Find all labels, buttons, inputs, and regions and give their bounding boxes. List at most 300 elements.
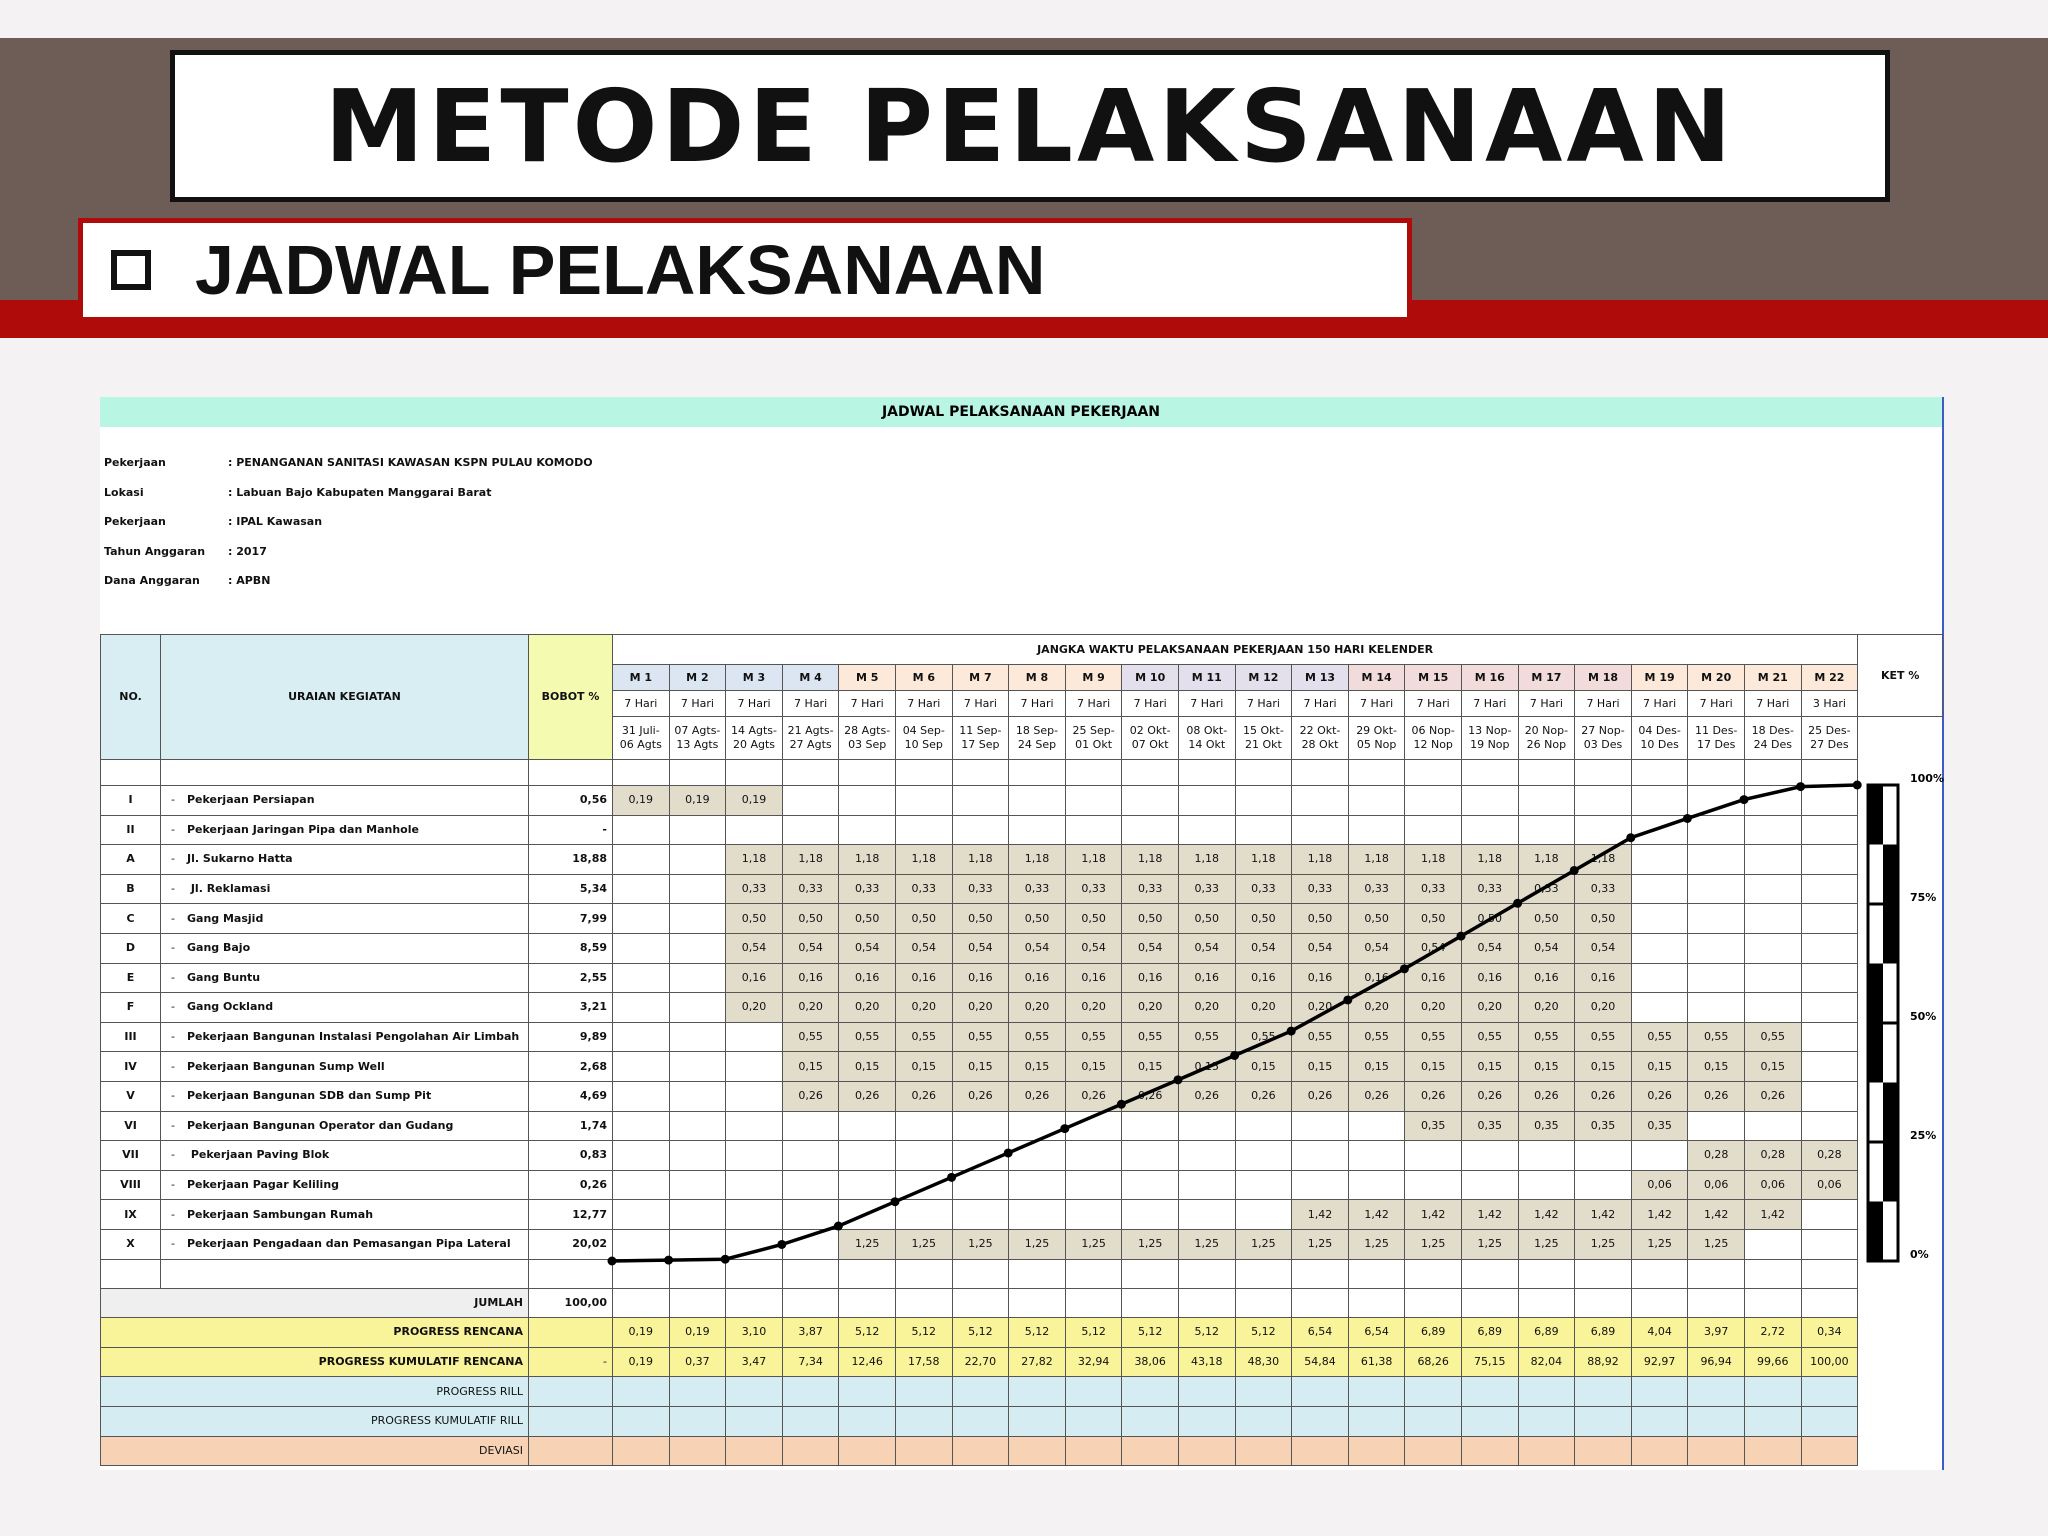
- s-curve-line: [612, 785, 1857, 1261]
- schedule-value: 0,35: [1574, 1111, 1632, 1142]
- activity-bobot: 12,77: [528, 1199, 613, 1230]
- schedule-value: 0,28: [1687, 1140, 1745, 1171]
- activity-bobot: 0,26: [528, 1170, 613, 1201]
- row-number: III: [100, 1022, 161, 1053]
- schedule-value: 0,26: [1121, 1081, 1179, 1112]
- schedule-value: 0,55: [952, 1022, 1010, 1053]
- schedule-value: 0,33: [895, 874, 953, 905]
- activity-label: Jl. Reklamasi: [187, 882, 271, 896]
- jumlah-label: JUMLAH: [100, 1288, 529, 1319]
- week-dates: 15 Okt-21 Okt: [1235, 716, 1293, 760]
- schedule-value: 0,15: [895, 1051, 953, 1082]
- schedule-value: 0,16: [1348, 963, 1406, 994]
- week-dates: 04 Des-10 Des: [1631, 716, 1689, 760]
- row-number: VIII: [100, 1170, 161, 1201]
- progress-rencana-value: 5,12: [1178, 1317, 1236, 1348]
- schedule-value: 1,18: [952, 844, 1010, 875]
- schedule-value: 1,42: [1461, 1199, 1519, 1230]
- info-value: : Labuan Bajo Kabupaten Manggarai Barat: [228, 485, 492, 499]
- dash-marker: -: [171, 970, 175, 984]
- activity-label: Jl. Sukarno Hatta: [187, 852, 293, 866]
- week-header: M 15: [1404, 664, 1462, 691]
- progress-rencana-value: 3,97: [1687, 1317, 1745, 1348]
- s-curve-point: [1626, 833, 1635, 842]
- week-duration: 7 Hari: [1744, 690, 1802, 717]
- info-label: Dana Anggaran: [104, 574, 200, 587]
- row-number: A: [100, 844, 161, 875]
- progress-rencana-value: 0,19: [612, 1317, 670, 1348]
- schedule-value: 0,50: [838, 903, 896, 934]
- dash-marker: -: [171, 1030, 175, 1044]
- schedule-value: 0,20: [1065, 992, 1123, 1023]
- week-duration: 3 Hari: [1801, 690, 1859, 717]
- activity-label: Pekerjaan Bangunan Operator dan Gudang: [187, 1118, 454, 1132]
- activity-bobot: 2,68: [528, 1051, 613, 1082]
- schedule-value: 0,16: [952, 963, 1010, 994]
- schedule-value: 0,16: [1178, 963, 1236, 994]
- activity-label: Gang Bajo: [187, 941, 251, 955]
- week-header: M 5: [838, 664, 896, 691]
- square-checkbox-icon: [111, 250, 151, 290]
- activity-bobot: 5,34: [528, 874, 613, 905]
- progress-kumulatif-value: 75,15: [1461, 1347, 1519, 1378]
- schedule-value: 0,33: [1121, 874, 1179, 905]
- schedule-value: 0,26: [1404, 1081, 1462, 1112]
- week-dates: 18 Des-24 Des: [1744, 716, 1802, 760]
- schedule-value: 0,33: [782, 874, 840, 905]
- dash-marker: -: [171, 1178, 175, 1192]
- s-curve-point: [1174, 1075, 1183, 1084]
- dash-marker: -: [171, 882, 175, 896]
- schedule-value: 0,15: [782, 1051, 840, 1082]
- week-header: M 6: [895, 664, 953, 691]
- schedule-value: 0,16: [1518, 963, 1576, 994]
- schedule-value: 0,15: [1065, 1051, 1123, 1082]
- week-duration: 7 Hari: [782, 690, 840, 717]
- week-dates: 21 Agts-27 Agts: [782, 716, 840, 760]
- row-number: IX: [100, 1199, 161, 1230]
- s-curve-point: [1740, 795, 1749, 804]
- week-duration: 7 Hari: [1008, 690, 1066, 717]
- schedule-value: 1,25: [1178, 1229, 1236, 1260]
- schedule-value: 1,42: [1631, 1199, 1689, 1230]
- activity-bobot: 8,59: [528, 933, 613, 964]
- dash-marker: -: [171, 793, 175, 807]
- activity-label: Pekerjaan Pengadaan dan Pemasangan Pipa Lateral: [187, 1237, 511, 1251]
- schedule-value: 0,15: [1518, 1051, 1576, 1082]
- progress-rencana-value: 3,10: [725, 1317, 783, 1348]
- schedule-value: 0,55: [1121, 1022, 1179, 1053]
- schedule-value: 0,35: [1631, 1111, 1689, 1142]
- info-label: Tahun Anggaran: [104, 544, 206, 558]
- week-header: M 20: [1687, 664, 1745, 691]
- schedule-value: 0,19: [612, 785, 670, 816]
- schedule-value: 0,16: [1404, 963, 1462, 994]
- schedule-value: 1,42: [1404, 1199, 1462, 1230]
- activity-label: Pekerjaan Pagar Keliling: [187, 1178, 340, 1192]
- activity-bobot: 9,89: [528, 1022, 613, 1053]
- schedule-value: 1,25: [1065, 1229, 1123, 1260]
- schedule-value: 0,55: [1744, 1022, 1802, 1053]
- schedule-value: 0,33: [1518, 874, 1576, 905]
- schedule-value: 0,55: [1518, 1022, 1576, 1053]
- schedule-value: 0,15: [1744, 1051, 1802, 1082]
- page-title: METODE PELAKSANAAN: [324, 67, 1736, 185]
- week-duration: 7 Hari: [1178, 690, 1236, 717]
- schedule-value: 1,42: [1348, 1199, 1406, 1230]
- info-label: Pekerjaan: [104, 456, 166, 469]
- s-curve-point: [1796, 782, 1805, 791]
- row-number: I: [100, 785, 161, 816]
- week-dates: 18 Sep-24 Sep: [1008, 716, 1066, 760]
- row-number: IV: [100, 1051, 161, 1082]
- week-duration: 7 Hari: [1687, 690, 1745, 717]
- dash-marker: -: [171, 1148, 175, 1162]
- schedule-value: 0,55: [1348, 1022, 1406, 1053]
- schedule-value: 0,54: [838, 933, 896, 964]
- activity-label: Gang Masjid: [187, 911, 264, 925]
- week-header: M 2: [669, 664, 727, 691]
- schedule-value: 0,20: [1461, 992, 1519, 1023]
- col-header-no: NO.: [100, 634, 161, 760]
- col-header-ket: KET %: [1857, 634, 1943, 717]
- scale-block: [1868, 964, 1883, 1024]
- jumlah-value: 100,00: [528, 1288, 613, 1319]
- week-dates: 07 Agts-13 Agts: [669, 716, 727, 760]
- schedule-value: 0,15: [1461, 1051, 1519, 1082]
- s-curve-point: [834, 1222, 843, 1231]
- row-number: X: [100, 1229, 161, 1260]
- s-curve-point: [721, 1255, 730, 1264]
- schedule-value: 1,25: [1461, 1229, 1519, 1260]
- progress-rencana-value: 6,89: [1404, 1317, 1462, 1348]
- week-dates: 27 Nop-03 Des: [1574, 716, 1632, 760]
- schedule-value: 0,54: [1461, 933, 1519, 964]
- s-curve-point: [777, 1240, 786, 1249]
- col-header-jangka: JANGKA WAKTU PELAKSANAAN PEKERJAAN 150 HARI KELENDER: [612, 634, 1858, 665]
- schedule-value: 0,50: [1348, 903, 1406, 934]
- progress-kumulatif-bobot: -: [528, 1347, 613, 1378]
- week-duration: 7 Hari: [1404, 690, 1462, 717]
- schedule-value: 0,20: [1121, 992, 1179, 1023]
- col-header-bobot: BOBOT %: [528, 634, 613, 760]
- schedule-value: 1,42: [1574, 1199, 1632, 1230]
- progress-rencana-value: 6,54: [1348, 1317, 1406, 1348]
- col-header-uraian: URAIAN KEGIATAN: [160, 634, 529, 760]
- schedule-value: 0,16: [725, 963, 783, 994]
- progress-rencana-value: 5,12: [952, 1317, 1010, 1348]
- schedule-value: 1,18: [838, 844, 896, 875]
- progress-rencana-value: 5,12: [838, 1317, 896, 1348]
- week-dates: 04 Sep-10 Sep: [895, 716, 953, 760]
- row-number: B: [100, 874, 161, 905]
- schedule-value: 1,42: [1291, 1199, 1349, 1230]
- week-duration: 7 Hari: [669, 690, 727, 717]
- schedule-value: 0,54: [952, 933, 1010, 964]
- schedule-value: 0,20: [952, 992, 1010, 1023]
- schedule-value: 1,25: [1291, 1229, 1349, 1260]
- schedule-value: 0,20: [838, 992, 896, 1023]
- progress-kumulatif-value: 0,19: [612, 1347, 670, 1378]
- schedule-value: 0,15: [1348, 1051, 1406, 1082]
- schedule-value: 1,18: [1291, 844, 1349, 875]
- progress-kumulatif-value: 17,58: [895, 1347, 953, 1378]
- s-curve-point: [947, 1173, 956, 1182]
- schedule-value: 0,20: [782, 992, 840, 1023]
- schedule-value: 1,42: [1744, 1199, 1802, 1230]
- schedule-value: 0,15: [1291, 1051, 1349, 1082]
- schedule-value: 0,54: [1065, 933, 1123, 964]
- schedule-value: 0,55: [1178, 1022, 1236, 1053]
- s-curve-point: [1683, 814, 1692, 823]
- schedule-value: 1,18: [725, 844, 783, 875]
- progress-rencana-value: 0,34: [1801, 1317, 1859, 1348]
- schedule-value: 0,33: [1461, 874, 1519, 905]
- week-duration: 7 Hari: [1574, 690, 1632, 717]
- schedule-value: 0,50: [1291, 903, 1349, 934]
- schedule-value: 0,55: [1008, 1022, 1066, 1053]
- schedule-value: 0,55: [838, 1022, 896, 1053]
- progress-kumulatif-value: 32,94: [1065, 1347, 1123, 1378]
- schedule-value: 0,16: [1461, 963, 1519, 994]
- activity-bobot: -: [528, 815, 613, 846]
- s-curve-point: [1230, 1051, 1239, 1060]
- progress-rencana-value: 5,12: [1065, 1317, 1123, 1348]
- progress-rencana-value: 5,12: [1121, 1317, 1179, 1348]
- schedule-value: 0,20: [1404, 992, 1462, 1023]
- schedule-value: 1,42: [1518, 1199, 1576, 1230]
- activity-bobot: 2,55: [528, 963, 613, 994]
- row-number: F: [100, 992, 161, 1023]
- week-header: M 1: [612, 664, 670, 691]
- progress-kumulatif-value: 88,92: [1574, 1347, 1632, 1378]
- schedule-value: 0,26: [1518, 1081, 1576, 1112]
- activity-bobot: 1,74: [528, 1111, 613, 1142]
- schedule-value: 0,26: [1461, 1081, 1519, 1112]
- schedule-value: 0,15: [1178, 1051, 1236, 1082]
- row-number: V: [100, 1081, 161, 1112]
- row-number: II: [100, 815, 161, 846]
- schedule-value: 0,20: [895, 992, 953, 1023]
- schedule-value: 0,26: [1008, 1081, 1066, 1112]
- progress-kumulatif-value: 92,97: [1631, 1347, 1689, 1378]
- schedule-value: 0,26: [1235, 1081, 1293, 1112]
- schedule-value: 0,55: [1631, 1022, 1689, 1053]
- sheet-title: JADWAL PELAKSANAAN PEKERJAAN: [100, 397, 1942, 427]
- schedule-value: 0,26: [1291, 1081, 1349, 1112]
- progress-kumulatif-value: 54,84: [1291, 1347, 1349, 1378]
- week-duration: 7 Hari: [895, 690, 953, 717]
- schedule-value: 0,50: [1065, 903, 1123, 934]
- schedule-value: 0,15: [1687, 1051, 1745, 1082]
- schedule-value: 0,16: [782, 963, 840, 994]
- activity-label: Pekerjaan Sambungan Rumah: [187, 1207, 374, 1221]
- progress-kumulatif-label: PROGRESS KUMULATIF RENCANA: [100, 1347, 529, 1378]
- schedule-value: 0,26: [1687, 1081, 1745, 1112]
- week-duration: 7 Hari: [1235, 690, 1293, 717]
- row-number: C: [100, 903, 161, 934]
- schedule-value: 0,28: [1801, 1140, 1859, 1171]
- progress-kumulatif-value: 0,37: [669, 1347, 727, 1378]
- schedule-value: 0,54: [1178, 933, 1236, 964]
- schedule-value: 0,54: [1008, 933, 1066, 964]
- schedule-value: 0,33: [1235, 874, 1293, 905]
- schedule-value: 0,06: [1687, 1170, 1745, 1201]
- schedule-value: 1,25: [1518, 1229, 1576, 1260]
- s-curve-point: [608, 1257, 617, 1266]
- schedule-value: 0,33: [725, 874, 783, 905]
- progress-kumulatif-value: 7,34: [782, 1347, 840, 1378]
- schedule-value: 1,25: [1121, 1229, 1179, 1260]
- week-header: M 4: [782, 664, 840, 691]
- schedule-value: 0,16: [895, 963, 953, 994]
- dash-marker: -: [171, 1089, 175, 1103]
- schedule-value: 1,18: [1348, 844, 1406, 875]
- schedule-value: 0,35: [1404, 1111, 1462, 1142]
- week-header: M 8: [1008, 664, 1066, 691]
- info-value: : PENANGANAN SANITASI KAWASAN KSPN PULAU KOMODO: [228, 456, 593, 469]
- schedule-value: 0,06: [1631, 1170, 1689, 1201]
- progress-rencana-value: 6,89: [1574, 1317, 1632, 1348]
- activity-bobot: 3,21: [528, 992, 613, 1023]
- info-value: : 2017: [228, 544, 267, 558]
- activity-label: Gang Buntu: [187, 970, 261, 984]
- activity-bobot: 4,69: [528, 1081, 613, 1112]
- schedule-value: 0,50: [1008, 903, 1066, 934]
- dash-marker: -: [171, 1207, 175, 1221]
- schedule-value: 0,15: [838, 1051, 896, 1082]
- week-dates: 11 Sep-17 Sep: [952, 716, 1010, 760]
- schedule-value: 0,19: [669, 785, 727, 816]
- page-subtitle: JADWAL PELAKSANAAN: [195, 231, 1046, 309]
- week-dates: 25 Des-27 Des: [1801, 716, 1859, 760]
- schedule-value: 1,18: [1065, 844, 1123, 875]
- schedule-value: 0,19: [725, 785, 783, 816]
- week-header: M 19: [1631, 664, 1689, 691]
- schedule-value: 0,50: [895, 903, 953, 934]
- schedule-value: 1,25: [1574, 1229, 1632, 1260]
- schedule-value: 1,25: [1008, 1229, 1066, 1260]
- progress-kumulatif-value: 96,94: [1687, 1347, 1745, 1378]
- schedule-value: 0,15: [1631, 1051, 1689, 1082]
- schedule-value: 0,54: [1518, 933, 1576, 964]
- scale-block: [1883, 1142, 1898, 1202]
- schedule-value: 0,50: [952, 903, 1010, 934]
- schedule-value: 0,54: [1348, 933, 1406, 964]
- week-duration: 7 Hari: [1291, 690, 1349, 717]
- schedule-value: 0,50: [1574, 903, 1632, 934]
- schedule-value: 0,33: [1404, 874, 1462, 905]
- schedule-value: 0,55: [1291, 1022, 1349, 1053]
- progress-kumulatif-value: 68,26: [1404, 1347, 1462, 1378]
- week-duration: 7 Hari: [1631, 690, 1689, 717]
- schedule-value: 0,15: [1235, 1051, 1293, 1082]
- schedule-value: 1,18: [1121, 844, 1179, 875]
- schedule-value: 0,50: [1461, 903, 1519, 934]
- schedule-value: 1,25: [895, 1229, 953, 1260]
- progress-kumulatif-rill-label: PROGRESS KUMULATIF RILL: [100, 1406, 529, 1437]
- schedule-value: 0,26: [952, 1081, 1010, 1112]
- schedule-value: 0,06: [1744, 1170, 1802, 1201]
- schedule-value: 1,42: [1687, 1199, 1745, 1230]
- activity-label: Pekerjaan Paving Blok: [187, 1148, 330, 1162]
- deviasi-label: DEVIASI: [100, 1436, 529, 1467]
- scale-label: 0%: [1910, 1248, 1929, 1261]
- week-dates: 20 Nop-26 Nop: [1518, 716, 1576, 760]
- row-number: D: [100, 933, 161, 964]
- week-dates: 14 Agts-20 Agts: [725, 716, 783, 760]
- progress-kumulatif-value: 100,00: [1801, 1347, 1859, 1378]
- schedule-value: 0,54: [1574, 933, 1632, 964]
- schedule-value: 0,20: [1348, 992, 1406, 1023]
- schedule-value: 0,50: [1404, 903, 1462, 934]
- title-box: [170, 50, 1890, 202]
- schedule-value: 0,54: [1291, 933, 1349, 964]
- week-duration: 7 Hari: [952, 690, 1010, 717]
- schedule-value: 0,16: [1008, 963, 1066, 994]
- schedule-value: 0,26: [1065, 1081, 1123, 1112]
- schedule-value: 0,50: [1518, 903, 1576, 934]
- progress-rencana-value: 0,19: [669, 1317, 727, 1348]
- schedule-value: 0,55: [895, 1022, 953, 1053]
- schedule-value: 0,26: [1744, 1081, 1802, 1112]
- week-header: M 9: [1065, 664, 1123, 691]
- schedule-value: 1,18: [1178, 844, 1236, 875]
- info-label: Pekerjaan: [104, 515, 166, 528]
- progress-kumulatif-value: 22,70: [952, 1347, 1010, 1378]
- week-duration: 7 Hari: [612, 690, 670, 717]
- schedule-value: 0,54: [1121, 933, 1179, 964]
- week-header: M 14: [1348, 664, 1406, 691]
- week-duration: 7 Hari: [1348, 690, 1406, 717]
- row-number: E: [100, 963, 161, 994]
- scale-block: [1868, 1023, 1883, 1083]
- progress-rencana-value: 5,12: [1008, 1317, 1066, 1348]
- activity-bobot: 0,83: [528, 1140, 613, 1171]
- schedule-value: 0,20: [1291, 992, 1349, 1023]
- schedule-value: 0,26: [1348, 1081, 1406, 1112]
- progress-kumulatif-value: 82,04: [1518, 1347, 1576, 1378]
- schedule-value: 0,16: [1121, 963, 1179, 994]
- week-header: M 22: [1801, 664, 1859, 691]
- week-dates: 13 Nop-19 Nop: [1461, 716, 1519, 760]
- scale-label: 50%: [1910, 1010, 1937, 1023]
- schedule-value: 0,35: [1461, 1111, 1519, 1142]
- progress-rencana-value: 2,72: [1744, 1317, 1802, 1348]
- progress-kumulatif-value: 48,30: [1235, 1347, 1293, 1378]
- schedule-value: 0,33: [1348, 874, 1406, 905]
- schedule-value: 0,15: [952, 1051, 1010, 1082]
- schedule-value: 0,50: [782, 903, 840, 934]
- schedule-value: 1,18: [782, 844, 840, 875]
- schedule-value: 1,18: [895, 844, 953, 875]
- schedule-value: 0,16: [1574, 963, 1632, 994]
- schedule-value: 0,55: [782, 1022, 840, 1053]
- s-curve-point: [1570, 866, 1579, 875]
- activity-bobot: 18,88: [528, 844, 613, 875]
- progress-kumulatif-value: 12,46: [838, 1347, 896, 1378]
- dash-marker: -: [171, 1237, 175, 1251]
- scale-block: [1868, 785, 1883, 845]
- s-curve-point: [891, 1197, 900, 1206]
- schedule-value: 0,26: [1178, 1081, 1236, 1112]
- schedule-value: 1,25: [1348, 1229, 1406, 1260]
- s-curve-point: [664, 1256, 673, 1265]
- s-curve-point: [1400, 964, 1409, 973]
- schedule-value: 0,26: [838, 1081, 896, 1112]
- progress-rencana-label: PROGRESS RENCANA: [100, 1317, 529, 1348]
- week-duration: 7 Hari: [725, 690, 783, 717]
